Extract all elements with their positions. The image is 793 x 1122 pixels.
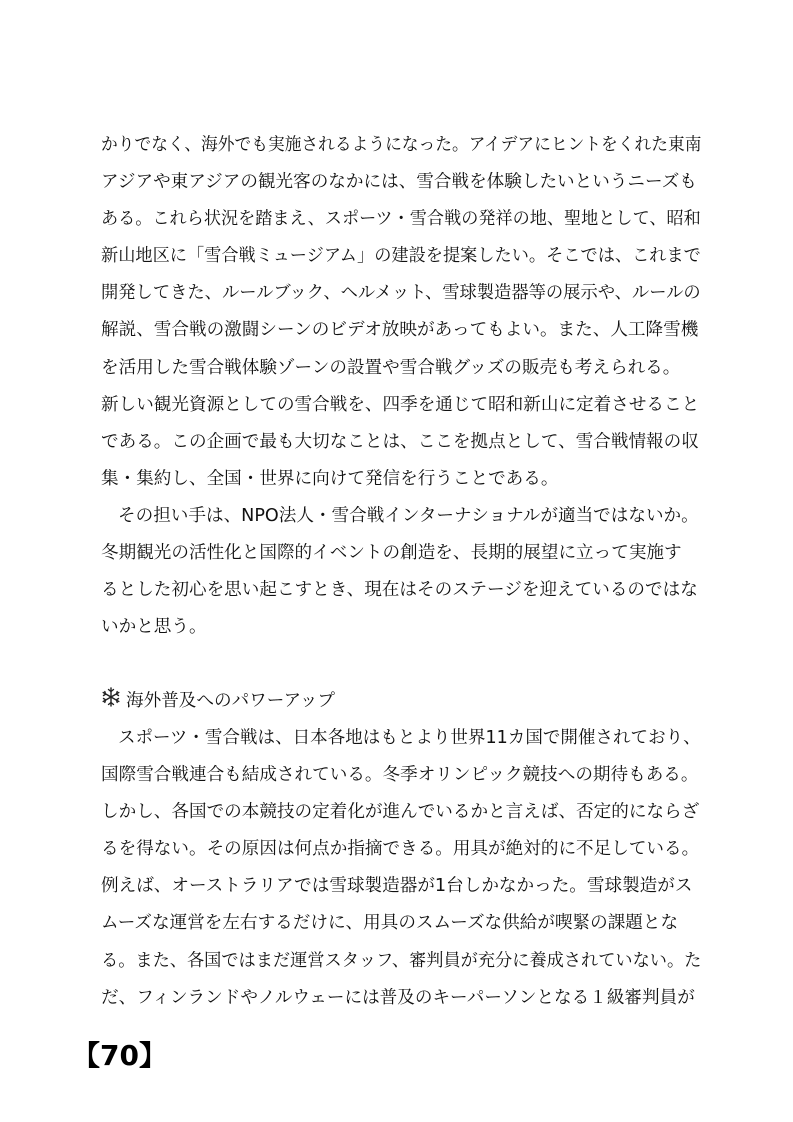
text-line: である。この企画で最も大切なことは、ここを拠点として、雪合戦情報の収 [101, 431, 699, 452]
text-line: 解説、雪合戦の激闘シーンのビデオ放映があってもよい。また、人工降雪機 [101, 320, 699, 341]
text-line: 冬期観光の活性化と国際的イベントの創造を、長期的展望に立って実施す [101, 543, 682, 564]
text-line: いかと思う。 [101, 617, 207, 638]
snowflake-icon-graphic [101, 687, 121, 707]
text-line: ムーズな運営を左右するだけに、用具のスムーズな供給が喫緊の課題とな [101, 913, 679, 934]
snowflake-icon [101, 683, 123, 720]
paragraph-npo [101, 498, 701, 646]
text-line: アジアや東アジアの観光客のなかには、雪合戦を体験したいというニーズも [101, 172, 697, 193]
text-line: かりでなく、海外でも実施されるようになった。アイデアにヒントをくれた東南 [101, 135, 702, 155]
text-line: ある。これら状況を踏まえ、スポーツ・雪合戦の発祥の地、聖地として、昭和 [101, 209, 701, 230]
page-number: 【70】 [72, 1039, 167, 1072]
text-line: だ、フィンランドやノルウェーには普及のキーパーソンとなる１級審判員が [101, 987, 695, 1008]
text-line: 新山地区に「雪合戦ミュージアム」の建設を提案したい。そこでは、これまで [101, 246, 701, 267]
text-line: 集・集約し、全国・世界に向けて発信を行うことである。 [101, 468, 559, 489]
text-line: る。また、各国ではまだ運営スタッフ、審判員が充分に養成されていない。た [101, 950, 702, 971]
text-line: 国際雪合戦連合も結成されている。冬季オリンピック競技への期待もある。 [101, 765, 699, 786]
text-line: るを得ない。その原因は何点か指摘できる。用具が絶対的に不足している。 [101, 839, 700, 860]
section-body [101, 720, 701, 1017]
text-line: るとした初心を思い起こすとき、現在はそのステージを迎えているのではな [101, 580, 698, 601]
paragraph-continued [101, 127, 701, 498]
section-heading-text: 海外普及へのパワーアップ [126, 691, 336, 711]
text-line: を活用した雪合戦体験ゾーンの設置や雪合戦グッズの販売も考えられる。 [101, 357, 681, 378]
text-line: スポーツ・雪合戦は、日本各地はもとより世界11カ国で開催されており、 [117, 728, 701, 748]
text-line: 例えば、オーストラリアでは雪球製造器が1台しかなかった。雪球製造がス [101, 876, 693, 897]
section-heading [101, 683, 335, 720]
text-line: 開発してきた、ルールブック、ヘルメット、雪球製造器等の展示や、ルールの [101, 283, 701, 304]
text-line: しかし、各国での本競技の定着化が進んでいるかと言えば、否定的にならざ [101, 802, 700, 823]
text-line: 新しい観光資源としての雪合戦を、四季を通じて昭和新山に定着させること [101, 394, 700, 415]
text-line: その担い手は、NPO法人・雪合戦インターナショナルが適当ではないか。 [118, 506, 699, 526]
